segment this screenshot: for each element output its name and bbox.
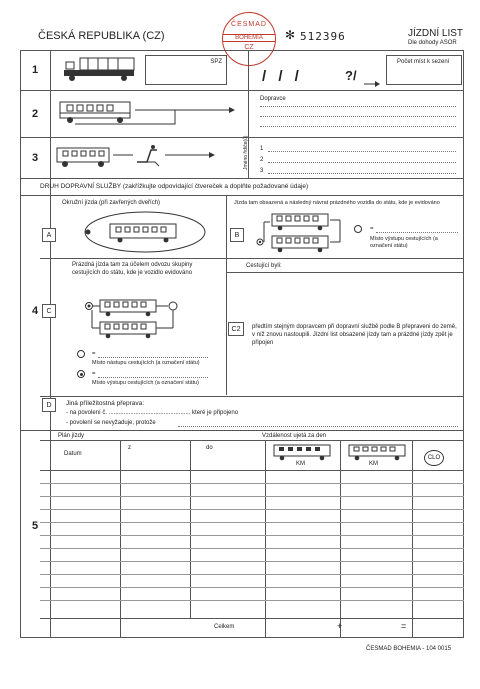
serial-star: ✻ — [285, 28, 296, 42]
option-c-checkbox[interactable]: C — [42, 304, 56, 318]
date-column-header: Datum — [64, 451, 82, 457]
service-heading-divider — [20, 195, 464, 196]
table-row-line[interactable] — [40, 483, 464, 484]
bus-laden-icon — [270, 443, 334, 463]
option-c-label: Prázdná jízda tam za účelem odvozu skupiny cestujících do státu, kde je vozidlo evidováno — [72, 262, 193, 276]
row4-center-divider — [226, 195, 227, 395]
option-a-checkbox[interactable]: A — [42, 228, 56, 242]
spz-input[interactable] — [145, 55, 227, 85]
table-row-line[interactable] — [40, 587, 464, 588]
driver-line[interactable] — [268, 162, 456, 163]
carrier-line[interactable] — [260, 106, 456, 107]
country-title: ČESKÁ REPUBLIKA (CZ) — [38, 30, 165, 42]
table-row-line[interactable] — [40, 561, 464, 562]
row-number: 5 — [31, 520, 39, 532]
exit-marker-icon — [354, 225, 362, 233]
distance-label: Vzdálenost ujetá za den — [262, 433, 327, 439]
option-c2-text: předtím stejným dopravcem při dopravní službě podle B přepraveni do země, v níž znovu nastoupili. Jízdní list obsazené jízdy tam a prázdné jízdy zpět je připojen — [252, 324, 457, 346]
option-b-checkbox[interactable]: B — [230, 228, 244, 242]
km-laden-label: KM — [296, 461, 305, 467]
option-d-line1[interactable]: - na povolení č. ................................................. které je připojeno — [66, 410, 239, 416]
table-row-line[interactable] — [40, 548, 464, 549]
option-d-reason-line[interactable] — [178, 426, 458, 427]
table-row-line[interactable] — [40, 600, 464, 601]
customs-stamp-icon — [424, 450, 444, 466]
boarding-marker-icon — [77, 350, 85, 358]
row-divider — [20, 90, 464, 91]
option-b-exit-line[interactable] — [376, 232, 458, 233]
plan-label: Plán jízdy — [58, 433, 85, 439]
table-row-line[interactable] — [40, 574, 464, 575]
round-trip-icon — [80, 207, 210, 257]
row-number: 4 — [31, 305, 39, 317]
row4-divider — [40, 396, 464, 397]
row-number: 2 — [31, 108, 39, 120]
option-d-title: Jiná příležitostná přeprava: — [66, 400, 145, 407]
row-number: 1 — [31, 64, 39, 76]
table-row-line[interactable] — [40, 496, 464, 497]
option-c-boarding-line[interactable] — [98, 357, 208, 358]
option-c-boarding-label: Místo nástupu cestujících (a označení státu) — [92, 360, 200, 366]
option-c-exit-line[interactable] — [98, 377, 208, 378]
driver-line[interactable] — [268, 173, 456, 174]
option-a-label: Okružní jízda (při zavřených dveřích) — [62, 200, 161, 206]
number-column-divider — [50, 50, 51, 638]
table-col-divider — [190, 440, 191, 618]
driver-label: Jméno řidiče(ů) — [243, 135, 249, 170]
service-heading-title: DRUH DOPRAVNÍ SLUŽBY — [40, 183, 122, 190]
form-code: ČESMAD BOHEMIA - 104 0015 — [366, 646, 452, 652]
exit-marker-icon — [77, 370, 85, 378]
stamp-top-text: ČESMAD — [231, 21, 267, 28]
driver-line-number: 3 — [260, 168, 264, 174]
row-divider — [20, 137, 464, 138]
option-c-eq1: = — [92, 351, 96, 357]
customs-label: CLO — [427, 455, 441, 461]
from-column-header: z — [128, 445, 131, 451]
option-b-exit-label: Místo výstupu cestujících (a označení státu) — [370, 236, 438, 249]
option-b-eq: = — [370, 226, 374, 232]
total-plus: + — [337, 621, 343, 631]
seats-input[interactable] — [386, 55, 462, 85]
driver-line[interactable] — [268, 151, 456, 152]
table-header-top — [40, 440, 464, 441]
option-c-eq2: = — [92, 371, 96, 377]
carrier-line[interactable] — [260, 126, 456, 127]
seats-label: Počet míst k sezení — [397, 59, 450, 65]
table-row-line[interactable] — [40, 522, 464, 523]
bus-route-icon — [55, 96, 245, 132]
service-heading-note: (zakřížkujte odpovídající čtvereček a doplňte požadované údaje) — [122, 183, 309, 190]
table-header-bottom — [40, 470, 464, 471]
total-equals: = — [401, 621, 407, 631]
driver-line-number: 1 — [260, 146, 264, 152]
option-d-line2: - povolení se nevyžaduje, protože — [66, 420, 156, 426]
passengers-label: Cestující byli: — [246, 263, 282, 269]
option-b-label: Jízda tam obsazená a následný návrat prázdného vozidla do státu, kde je evidováno — [234, 200, 440, 206]
service-heading — [40, 183, 308, 190]
stamp-bottom-text: CZ — [244, 44, 254, 51]
row-divider — [20, 430, 464, 431]
to-column-header: do — [206, 445, 213, 451]
option-c2-checkbox[interactable]: C2 — [228, 322, 244, 336]
date-suffix: ?/ — [345, 68, 357, 83]
driver-line-number: 2 — [260, 157, 264, 163]
bus-empty-icon — [345, 443, 409, 463]
row4-divider — [40, 258, 464, 259]
stamp-middle-text: BOHEMIA — [223, 34, 275, 42]
table-total-divider — [40, 618, 464, 619]
document-title: JÍZDNÍ LIST — [408, 28, 464, 39]
row-number: 3 — [31, 152, 39, 164]
vehicle-icon — [58, 56, 138, 82]
date-slashes: / / / — [262, 68, 303, 85]
spz-label: SPZ — [210, 59, 222, 65]
row4-divider — [226, 272, 464, 273]
km-empty-label: KM — [369, 461, 378, 467]
option-c-exit-label: Místo výstupu cestujících (a označení státu) — [92, 380, 199, 386]
table-row-line[interactable] — [40, 509, 464, 510]
empty-pickup-icon — [84, 296, 184, 341]
option-d-checkbox[interactable]: D — [42, 398, 56, 412]
row-divider — [20, 178, 464, 179]
date-arrow — [364, 74, 380, 80]
serial-number: 512396 — [300, 30, 346, 43]
table-row-line[interactable] — [40, 535, 464, 536]
agreement-subtitle: Dle dohody ASOR — [408, 40, 457, 46]
carrier-label: Dopravce — [260, 96, 286, 102]
total-label: Celkem — [214, 624, 235, 630]
bus-driver-icon — [55, 142, 245, 172]
outbound-return-icon — [250, 210, 350, 255]
carrier-line[interactable] — [260, 116, 456, 117]
